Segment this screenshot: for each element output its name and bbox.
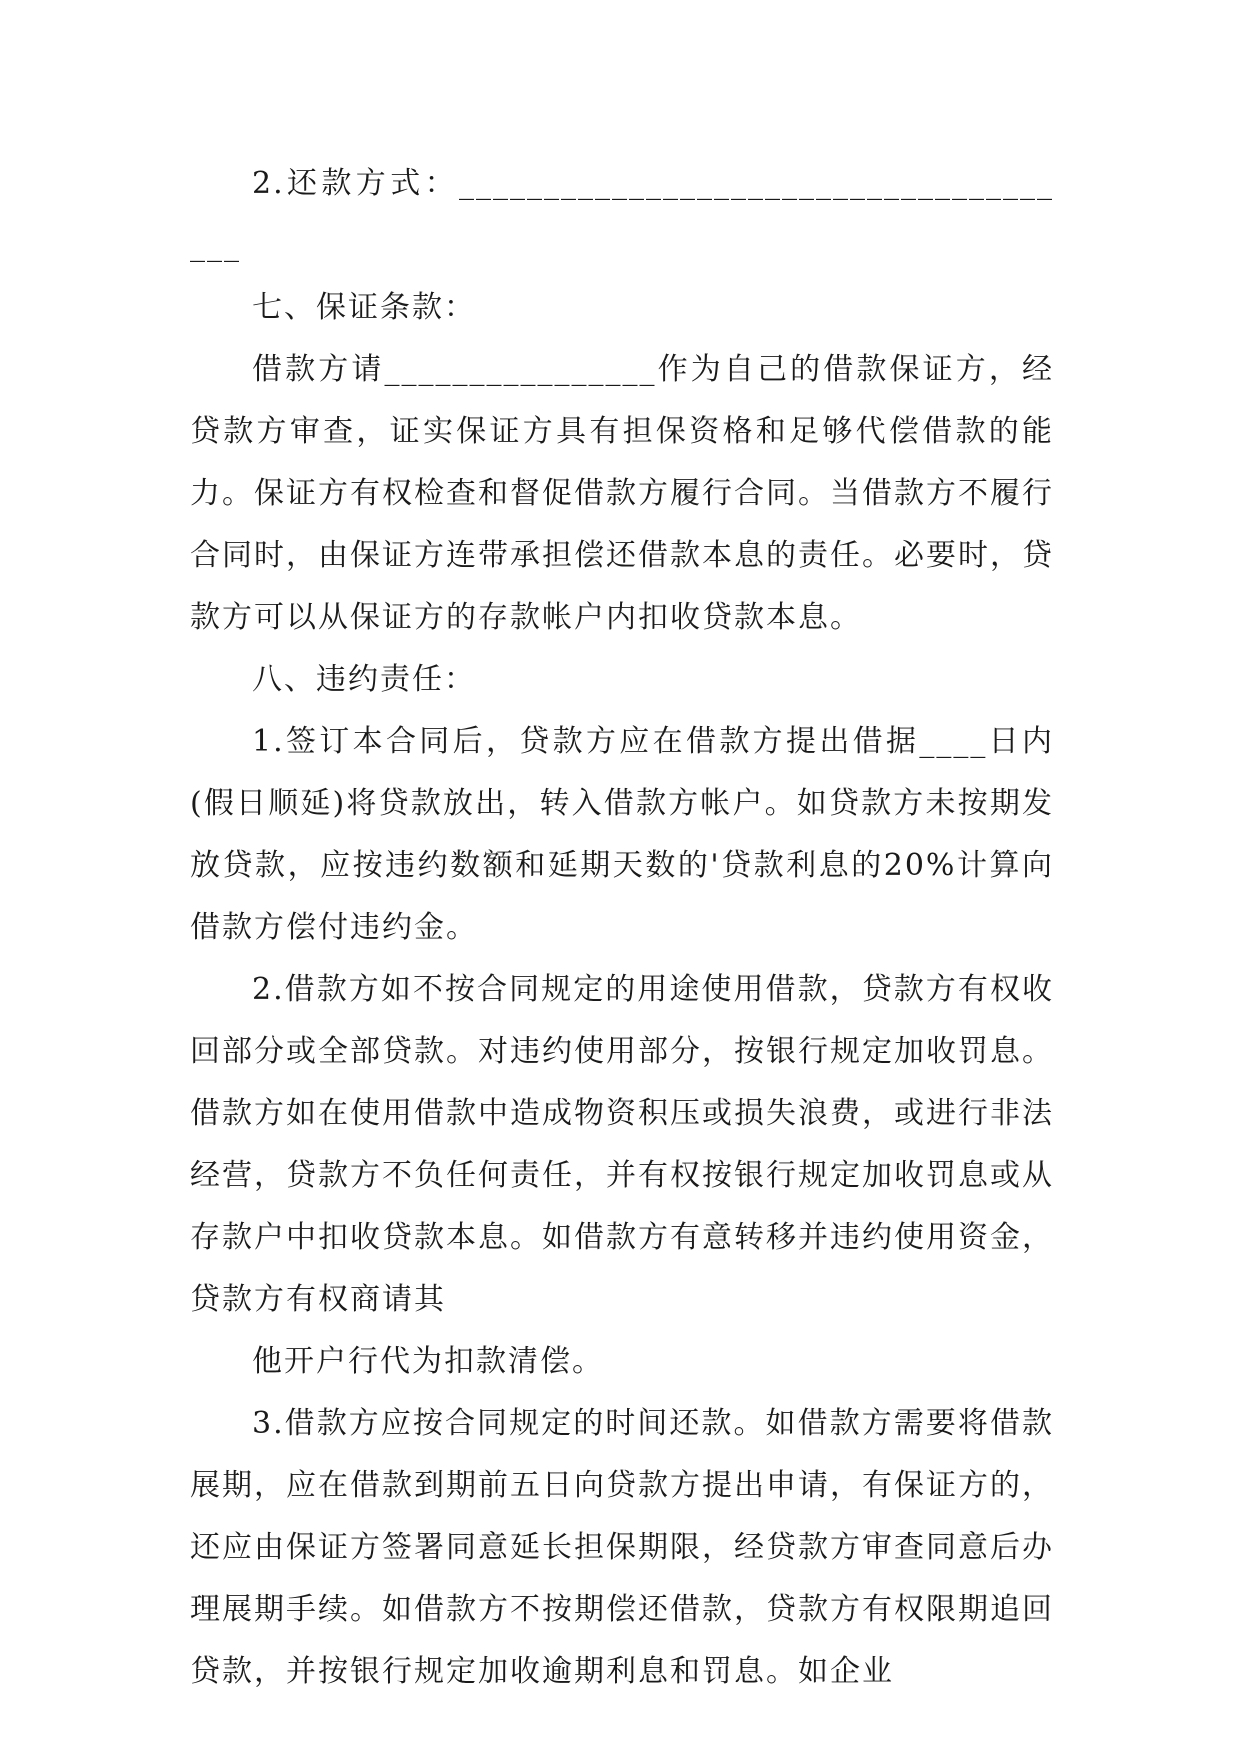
clause-2: 2.借款方如不按合同规定的用途使用借款，贷款方有权收回部分或全部贷款。对违约使用部分，按银行规定加收罚息。借款方如在使用借款中造成物资积压或损失浪费，或进行非法经营，贷款方不负任何责任，并有权按银行规定加收罚息或从存款户中扣收贷款本息。如借款方有意转移并违约使用资金，贷款方有权商请其	[190, 972, 1054, 1317]
repayment-method-blank: ______________________________________	[190, 166, 1054, 263]
clause-1-prefix: 1.签订本合同后，贷款方应在借款方提出借据	[252, 724, 920, 759]
guarantor-blank: ________________	[384, 352, 657, 387]
section-7-prefix: 借款方请	[252, 352, 385, 387]
document-body	[190, 153, 1054, 1703]
section-7-suffix: 作为自己的借款保证方，经贷款方审查，证实保证方具有担保资格和足够代偿借款的能力。保证方有权检查和督促借款方履行合同。当借款方不履行合同时，由保证方连带承担偿还借款本息的责任。必要时，贷款方可以从保证方的存款帐户内扣收贷款本息。	[190, 352, 1054, 635]
section-7-body	[190, 339, 1054, 649]
section-8-heading: 八、违约责任：	[252, 662, 476, 697]
clause-1	[190, 711, 1054, 959]
days-blank: ____	[919, 724, 988, 759]
repayment-method-line	[190, 153, 1054, 277]
clause-1-suffix: 日内(假日顺延)将贷款放出，转入借款方帐户。如贷款方未按期发放贷款，应按违约数额和延期天数的'贷款利息的20%计算向借款方偿付违约金。	[190, 724, 1054, 945]
clause-3: 3.借款方应按合同规定的时间还款。如借款方需要将借款展期，应在借款到期前五日向贷款方提出申请，有保证方的，还应由保证方签署同意延长担保期限，经贷款方审查同意后办理展期手续。如借款方不按期偿还借款，贷款方有权限期追回贷款，并按银行规定加收逾期利息和罚息。如企业	[190, 1406, 1054, 1689]
clause-2-continued: 他开户行代为扣款清偿。	[252, 1344, 604, 1379]
section-7-heading: 七、保证条款：	[252, 290, 476, 325]
repayment-method-label: 2.还款方式：	[252, 166, 459, 201]
